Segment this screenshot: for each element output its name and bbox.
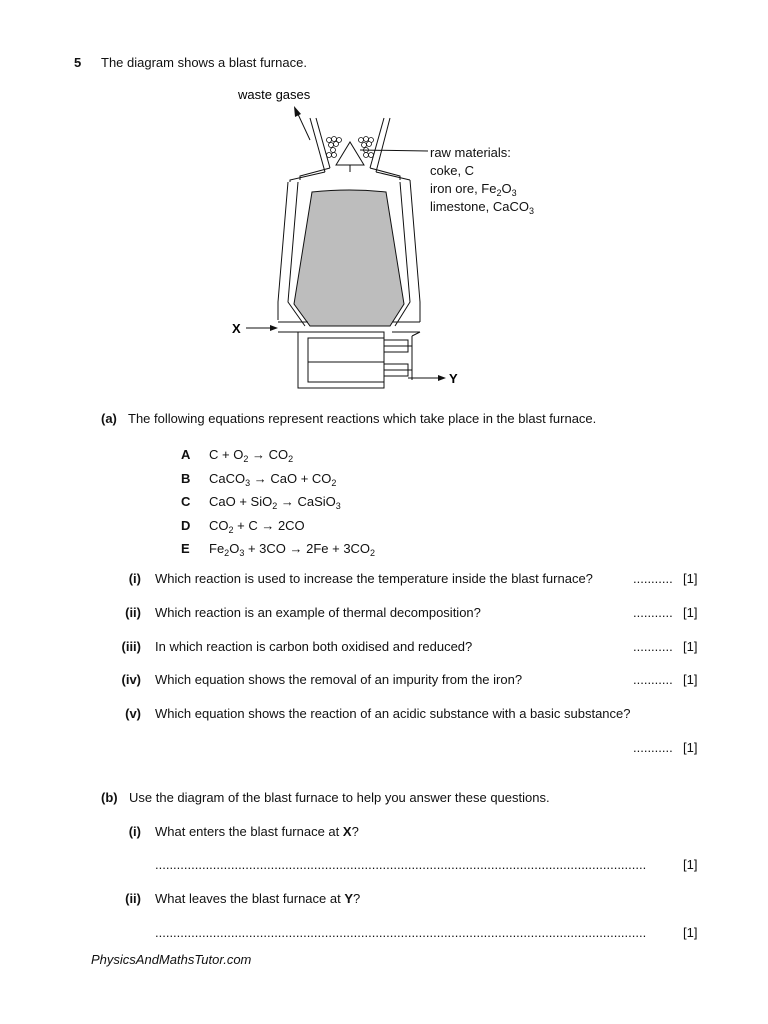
- equation-text: CaCO$_3$ → CaO + $CO_2$: [209, 470, 337, 488]
- question-a-text: Which equation shows the removal of an impurity from the iron?: [155, 672, 523, 687]
- part-b-text: Use the diagram of the blast furnace to help you answer these questions.: [129, 790, 550, 805]
- question-b-number: (i): [128, 824, 141, 839]
- question-a-number: (iv): [121, 672, 141, 687]
- question-a-text: Which reaction is used to increase the temperature inside the blast furnace?: [155, 571, 593, 586]
- waste-gas-arrow-line: [297, 112, 310, 140]
- answer-line[interactable]: ........................................................................................................................................: [155, 925, 647, 940]
- question-a-number: (iii): [121, 639, 141, 654]
- equation-letter: A: [181, 447, 191, 462]
- equation-list: [181, 443, 375, 561]
- answer-blank[interactable]: ...........: [633, 571, 673, 586]
- equation-letter: C: [181, 494, 191, 509]
- question-number: 5: [74, 55, 82, 70]
- x-label: X: [232, 321, 241, 336]
- question-b-text: What leaves the blast furnace at Y?: [155, 891, 361, 906]
- bell-cone: [336, 142, 364, 165]
- equation-a: [181, 443, 375, 467]
- waste-gases-label: waste gases: [238, 87, 311, 102]
- part-a-label: (a): [101, 411, 117, 426]
- hearth-outer: [298, 332, 384, 388]
- part-a-text: The following equations represent reactions which take place in the blast furnace.: [128, 411, 597, 426]
- furnace-charge-fill: [294, 190, 404, 326]
- answer-blank[interactable]: ...........: [633, 605, 673, 620]
- x-arrowhead: [270, 325, 278, 331]
- mark-allocation: [1]: [683, 605, 698, 620]
- equation-d: [181, 514, 375, 538]
- mark-allocation: [1]: [683, 740, 698, 755]
- equation-letter: E: [181, 541, 190, 556]
- raw-item-coke: coke, C: [430, 163, 475, 178]
- mark-allocation: [1]: [683, 571, 698, 586]
- question-a-number: (i): [128, 571, 141, 586]
- question-a-text: Which reaction is an example of thermal decomposition?: [155, 605, 481, 620]
- answer-blank[interactable]: ...........: [633, 740, 673, 755]
- question-a-text: In which reaction is carbon both oxidised and reduced?: [155, 639, 473, 654]
- answer-blank[interactable]: ...........: [633, 672, 673, 687]
- raw-materials-pointer: [360, 150, 428, 151]
- equation-text: $Fe_2O_3 + 3CO \to 2Fe + 3CO_2$: [209, 541, 376, 558]
- equation-text: $C + O_2 \to CO_2$: [209, 447, 294, 464]
- equation-b: [181, 467, 375, 491]
- mark-allocation: [1]: [683, 857, 698, 872]
- question-a-number: (ii): [125, 605, 141, 620]
- mark-allocation: [1]: [683, 925, 698, 940]
- hearth-inner: [308, 338, 384, 382]
- question-a-number: (v): [125, 706, 141, 721]
- mark-allocation: [1]: [683, 672, 698, 687]
- raw-materials-title: raw materials:: [430, 145, 511, 160]
- question-intro: The diagram shows a blast furnace.: [101, 55, 307, 70]
- footer-site: PhysicsAndMathsTutor.com: [91, 952, 252, 967]
- waste-gas-arrowhead: [294, 106, 301, 117]
- equation-e: [181, 537, 375, 561]
- raw-item-iron-ore: iron ore, $Fe_2O_3$: [430, 181, 517, 198]
- mark-allocation: [1]: [683, 639, 698, 654]
- answer-blank[interactable]: ...........: [633, 639, 673, 654]
- question-b-number: (ii): [125, 891, 141, 906]
- equation-letter: D: [181, 517, 191, 533]
- y-arrowhead: [438, 375, 446, 381]
- raw-materials-label: [430, 144, 534, 216]
- blast-furnace-diagram: [0, 0, 768, 400]
- y-label: Y: [449, 371, 458, 386]
- raw-item-limestone: limestone, CaCO$_3$: [430, 199, 534, 216]
- equation-letter: B: [181, 470, 191, 486]
- question-b-text: What enters the blast furnace at X?: [155, 824, 359, 839]
- question-a-text: Which equation shows the reaction of an acidic substance with a basic substance?: [155, 706, 631, 721]
- equation-c: [181, 490, 375, 514]
- part-b-label: (b): [101, 790, 118, 805]
- equation-text: $CO_2 + C \to 2CO$: [209, 517, 305, 535]
- equation-text: CaO + SiO$_2$ → CaSiO$_3$: [209, 494, 341, 511]
- answer-line[interactable]: ........................................................................................................................................: [155, 857, 647, 872]
